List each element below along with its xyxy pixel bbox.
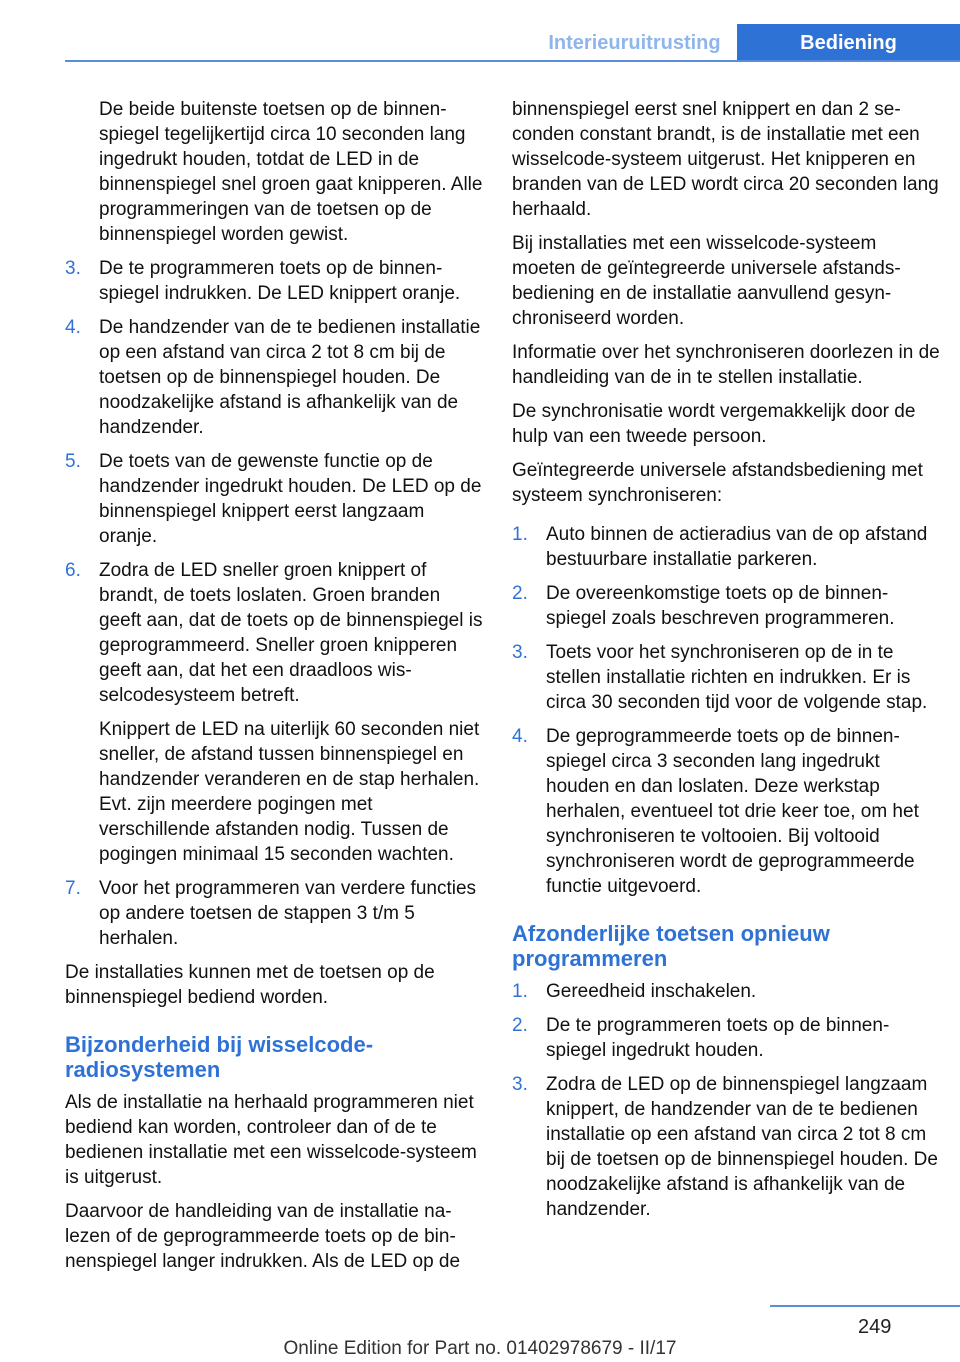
step-list bbox=[512, 979, 942, 1222]
step-number: 4. bbox=[65, 317, 81, 338]
step-text: De handzender van de te bedienen installatie op een afstand van circa 2 tot 8 cm bij de toetsen op de binnenspiegel houden. De noodzakelijke afstand is afhankelijk van de handzender. bbox=[99, 317, 481, 438]
list-item bbox=[65, 876, 485, 951]
step-text: De overeenkomstige toets op de binnenspiegel zoals beschreven programmeren. bbox=[546, 583, 895, 629]
list-item bbox=[512, 522, 942, 572]
section-heading: Afzonderlijke toetsen opnieuw programmeren bbox=[512, 921, 830, 971]
left-column bbox=[65, 97, 485, 1283]
step-number: 6. bbox=[65, 560, 81, 581]
step-text: Gereedheid inschakelen. bbox=[546, 981, 757, 1002]
paragraph: Als de installatie na herhaald programmeren niet bediend kan worden, controleer dan of de te bedienen installatie met een wisselcode-systeem is uitgerust. bbox=[65, 1092, 477, 1188]
step-text: Zodra de LED op de binnenspiegel langzaam knippert, de handzender van de te bedienen installatie op een afstand van circa 2 tot 8 cm bij de toetsen op de binnenspiegel houden. De noodzakelijke afstand is afhankelijk van de handzender. bbox=[546, 1074, 938, 1220]
edition-footer: Online Edition for Part no. 01402978679 - II/17 bbox=[283, 1338, 677, 1359]
step-text: Voor het programmeren van verdere functies op andere toetsen de stappen 3 t/m 5 herhalen. bbox=[99, 878, 477, 949]
step-number: 2. bbox=[512, 1015, 528, 1036]
step-text: Auto binnen de actieradius van de op afstand bestuurbare installatie parkeren. bbox=[546, 524, 928, 570]
step-text: De te programmeren toets op de binnenspiegel ingedrukt houden. bbox=[546, 1015, 890, 1061]
step-number: 3. bbox=[65, 258, 81, 279]
step-text: De geprogrammeerde toets op de binnenspiegel circa 3 seconden lang ingedrukt houden en dan loslaten. Deze werkstap herhalen, eventueel tot drie keer toe, om het synchroniseren te voltooien. Bij voltooid synchroniseren wordt de geprogrammeerde functie uitgevoerd. bbox=[546, 726, 919, 897]
list-item bbox=[512, 724, 942, 899]
step-number: 7. bbox=[65, 878, 81, 899]
paragraph: Bij installaties met een wisselcode-systeem moeten de geïntegreerde universele afstandsbediening en de installatie aanvullend gesynchroniseerd worden. bbox=[512, 233, 901, 329]
step-text: Toets voor het synchroniseren op de in te stellen installatie richten en indrukken. Er is circa 30 seconden tijd voor de volgende stap. bbox=[546, 642, 928, 713]
list-item bbox=[512, 1072, 942, 1222]
page-number: 249 bbox=[858, 1316, 892, 1338]
step-text: De toets van de gewenste functie op de handzender ingedrukt houden. De LED op de binnenspiegel knippert eerst langzaam oranje. bbox=[99, 451, 482, 547]
step-number: 4. bbox=[512, 726, 528, 747]
list-item bbox=[65, 558, 485, 867]
paragraph: De installaties kunnen met de toetsen op de binnenspiegel bediend worden. bbox=[65, 962, 435, 1008]
step-number: 2. bbox=[512, 583, 528, 604]
list-item bbox=[512, 1013, 942, 1063]
header-chapter-tab: Bediening bbox=[737, 24, 960, 62]
step-number: 5. bbox=[65, 451, 81, 472]
header-rule bbox=[65, 60, 960, 62]
step-number: 3. bbox=[512, 642, 528, 663]
list-item bbox=[65, 256, 485, 306]
section-heading: Bijzonderheid bij wisselcode-radiosystemen bbox=[65, 1032, 374, 1082]
right-column bbox=[512, 97, 942, 1231]
paragraph: Geïntegreerde universele afstandsbediening met systeem synchroniseren: bbox=[512, 460, 923, 506]
list-item bbox=[65, 315, 485, 440]
footer-rule bbox=[770, 1305, 960, 1307]
paragraph: Daarvoor de handleiding van de installatie nalezen of de geprogrammeerde toets op de binnenspiegel langer indrukken. Als de LED op de bbox=[65, 1201, 461, 1272]
list-item bbox=[512, 581, 942, 631]
step-number: 3. bbox=[512, 1074, 528, 1095]
list-item bbox=[512, 640, 942, 715]
list-item bbox=[512, 979, 942, 1004]
step-text: Zodra de LED sneller groen knippert of brandt, de toets loslaten. Groen branden geeft aan, dat de toets op de binnenspiegel is geprogrammeerd. Sneller groen knipperen geeft aan, dat het een draadloos wisselcodesysteem betreft. bbox=[99, 560, 483, 706]
list-item bbox=[65, 449, 485, 549]
step-list bbox=[65, 256, 485, 951]
paragraph: binnenspiegel eerst snel knippert en dan 2 seconden constant brandt, is de installatie met een wisselcode-systeem uitgerust. Het knipperen en branden van de LED wordt circa 20 seconden lang herhaald. bbox=[512, 99, 939, 220]
paragraph: De beide buitenste toetsen op de binnenspiegel tegelijkertijd circa 10 seconden lang ingedrukt houden, totdat de LED in de binnenspiegel snel groen gaat knipperen. Alle programmeringen van de toetsen op de binnenspiegel worden gewist. bbox=[99, 99, 483, 245]
header-section-tab: Interieuruitrusting bbox=[548, 32, 721, 54]
step-list bbox=[512, 522, 942, 899]
step-number: 1. bbox=[512, 981, 528, 1002]
step-number: 1. bbox=[512, 524, 528, 545]
step-text: De te programmeren toets op de binnenspiegel indrukken. De LED knippert oranje. bbox=[99, 258, 461, 304]
paragraph: Informatie over het synchroniseren doorlezen in de handleiding van de in te stellen installatie. bbox=[512, 342, 940, 388]
step-subparagraph: Knippert de LED na uiterlijk 60 seconden niet sneller, de afstand tussen binnenspiegel en handzender veranderen en de stap herhalen. Evt. zijn meerdere pogingen met verschillende afstanden nodig. Tussen de pogingen minimaal 15 seconden wachten. bbox=[99, 719, 480, 865]
paragraph: De synchronisatie wordt vergemakkelijk door de hulp van een tweede persoon. bbox=[512, 401, 916, 447]
